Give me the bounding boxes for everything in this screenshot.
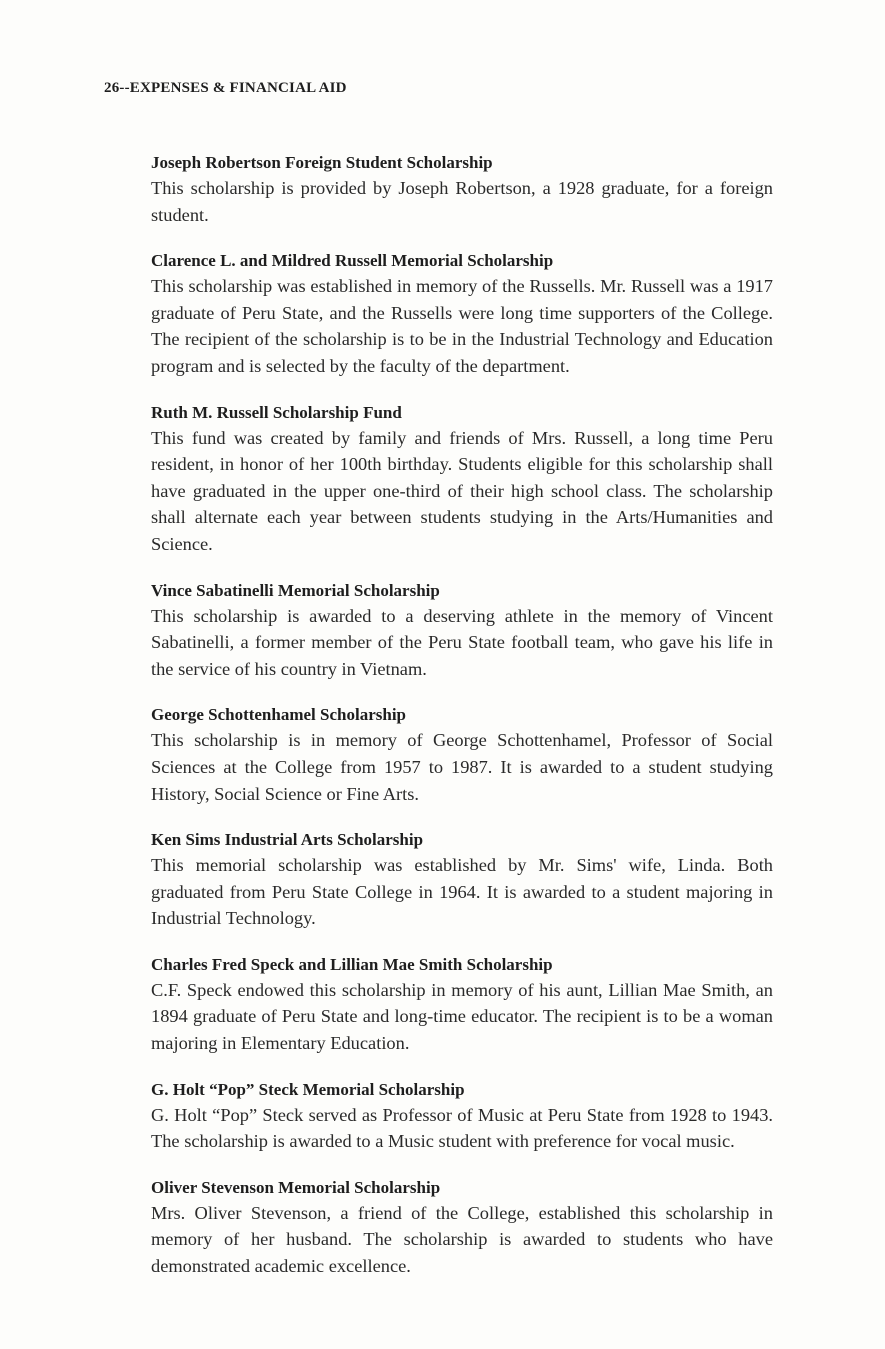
scholarship-list xyxy=(151,150,773,1300)
scholarship-entry xyxy=(151,827,773,932)
scholarship-entry xyxy=(151,1175,773,1280)
scholarship-entry xyxy=(151,1077,773,1155)
scholarship-description: This scholarship was established in memory of the Russells. Mr. Russell was a 1917 graduate of Peru State, and the Russells were long time supporters of the College. The recipient of the scholarship is to be in the Industrial Technology and Education program and is selected by the faculty of the department. xyxy=(151,276,773,376)
scholarship-description: This scholarship is provided by Joseph Robertson, a 1928 graduate, for a foreign student. xyxy=(151,178,773,225)
scholarship-title: Ken Sims Industrial Arts Scholarship xyxy=(151,830,424,850)
scholarship-description: This memorial scholarship was established by Mr. Sims' wife, Linda. Both graduated from Peru State College in 1964. It is awarded to a student majoring in Industrial Technology. xyxy=(151,855,773,929)
scholarship-description: Mrs. Oliver Stevenson, a friend of the College, established this scholarship in memory of her husband. The scholarship is awarded to students who have demonstrated academic excellence. xyxy=(151,1202,773,1277)
page-header: 26--EXPENSES & FINANCIAL AID xyxy=(104,80,347,96)
scholarship-title: George Schottenhamel Scholarship xyxy=(151,705,406,725)
scholarship-entry xyxy=(151,150,773,228)
scholarship-description: C.F. Speck endowed this scholarship in memory of his aunt, Lillian Mae Smith, an 1894 graduate of Peru State and long-time educator. The recipient is to be a woman majoring in Elementary Education. xyxy=(151,979,773,1054)
scholarship-title: Clarence L. and Mildred Russell Memorial Scholarship xyxy=(151,251,554,271)
scholarship-description: This scholarship is in memory of George Schottenhamel, Professor of Social Sciences at the College from 1957 to 1987. It is awarded to a student studying History, Social Science or Fine Arts. xyxy=(151,730,773,804)
scholarship-entry xyxy=(151,702,773,807)
scholarship-description: G. Holt “Pop” Steck served as Professor of Music at Peru State from 1928 to 1943. The scholarship is awarded to a Music student with preference for vocal music. xyxy=(151,1104,773,1152)
scholarship-title: Charles Fred Speck and Lillian Mae Smith Scholarship xyxy=(151,954,553,974)
scholarship-description: This scholarship is awarded to a deserving athlete in the memory of Vincent Sabatinelli, a former member of the Peru State football team, who gave his life in the service of his country in Vietnam. xyxy=(151,605,773,679)
scholarship-entry xyxy=(151,952,773,1057)
scholarship-title: G. Holt “Pop” Steck Memorial Scholarship xyxy=(151,1079,465,1099)
scholarship-description: This fund was created by family and friends of Mrs. Russell, a long time Peru resident, in honor of her 100th birthday. Students eligible for this scholarship shall have graduated in the upper one-third of their high school class. The scholarship shall alternate each year between students studying in the Arts/Humanities and Science. xyxy=(151,427,773,554)
scholarship-title: Joseph Robertson Foreign Student Scholarship xyxy=(151,153,493,172)
scholarship-entry xyxy=(151,578,773,683)
scholarship-entry xyxy=(151,400,773,558)
scholarship-title: Oliver Stevenson Memorial Scholarship xyxy=(151,1177,441,1197)
scholarship-title: Vince Sabatinelli Memorial Scholarship xyxy=(151,580,440,600)
scholarship-title: Ruth M. Russell Scholarship Fund xyxy=(151,402,402,422)
scholarship-entry xyxy=(151,248,773,379)
